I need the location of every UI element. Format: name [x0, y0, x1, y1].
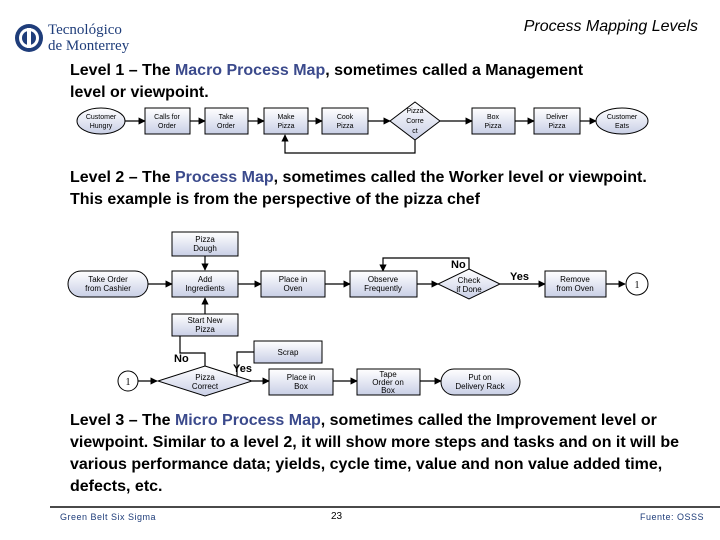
level1-highlight: Macro Process Map — [174, 62, 326, 79]
footer-left: Green Belt Six Sigma — [60, 512, 157, 522]
step-label: Pizza — [406, 108, 424, 115]
node-label: Add — [197, 275, 213, 284]
step-label: Customer — [85, 114, 117, 121]
step-calls-for-order — [145, 108, 190, 134]
node-label: Box — [294, 382, 308, 391]
page-title: Process Mapping Levels — [523, 18, 698, 35]
step-label: Hungry — [89, 123, 113, 130]
step-label: Cook — [336, 114, 354, 121]
level1-prefix: Level 1 – The — [70, 62, 175, 79]
step-label: Pizza — [548, 123, 566, 130]
connector-label: 1 — [634, 280, 640, 291]
node-label: Box — [381, 386, 395, 395]
node-label: Pizza — [195, 235, 215, 244]
node-label: Remove — [560, 275, 590, 284]
branch-label-yes: Yes — [510, 271, 529, 283]
step-cook-pizza — [322, 108, 368, 134]
level3-highlight: Micro Process Map — [174, 412, 321, 429]
step-label: Box — [486, 114, 500, 121]
level2-prefix: Level 2 – The — [70, 169, 175, 186]
step-customer-eats — [596, 108, 648, 134]
node-label: Pizza — [195, 373, 215, 382]
node-label: Place in — [286, 373, 316, 382]
node-label: Check — [457, 276, 481, 285]
node-label: from Cashier — [85, 284, 131, 293]
node-label: Oven — [283, 284, 303, 293]
step-label: Pizza — [277, 123, 295, 130]
level3-prefix: Level 3 – The — [70, 412, 175, 429]
step-label: Customer — [606, 114, 638, 121]
level3-suffix: , sometimes called the Improvement level or viewpoint. Similar to a level 2, it will show more steps and tasks and on it will be various performance data; yields, cycle time, value and non value added time, defects, etc. — [70, 412, 680, 495]
node-label: Take Order — [88, 275, 128, 284]
step-label: ct — [412, 128, 418, 135]
node-label: Frequently — [364, 284, 402, 293]
footer-source: Fuente: OSSS — [639, 512, 704, 522]
node-label: Put on — [468, 373, 492, 382]
node-label: from Oven — [556, 284, 594, 293]
step-deliver-pizza — [534, 108, 580, 134]
step-label: Order — [217, 123, 235, 130]
step-label: Take — [218, 114, 234, 121]
step-label: Calls for — [154, 114, 180, 121]
step-label: Eats — [614, 123, 630, 130]
branch-label-yes: Yes — [233, 363, 252, 375]
node-label: Correct — [191, 382, 219, 391]
node-label: Observe — [367, 275, 399, 284]
connector-label: 1 — [125, 377, 131, 388]
branch-label-no: No — [451, 259, 466, 271]
step-box-pizza — [472, 108, 515, 134]
step-take-order — [205, 108, 248, 134]
node-label: Start New — [187, 316, 223, 325]
node-label: Scrap — [277, 348, 299, 357]
node-label: Ingredients — [185, 284, 225, 293]
step-label: Corre — [406, 118, 424, 125]
step-label: Pizza — [484, 123, 502, 130]
logo-line-1: Tecnológico — [48, 22, 122, 38]
step-label: Order — [158, 123, 176, 130]
node-label: Order on — [372, 378, 404, 387]
branch-label-no: No — [174, 353, 189, 365]
level1-suffix: , sometimes called a Management level or viewpoint. — [70, 62, 584, 101]
node-label: Tape — [379, 370, 397, 379]
macro-process-map — [77, 102, 648, 153]
step-label: Pizza — [336, 123, 354, 130]
node-label: if Done — [456, 285, 482, 294]
logo-line-2: de Monterrey — [48, 38, 130, 54]
step-customer-hungry — [77, 108, 125, 134]
node-label: Pizza — [195, 325, 215, 334]
level2-highlight: Process Map — [174, 169, 274, 186]
node-label: Delivery Rack — [455, 382, 505, 391]
step-label: Deliver — [546, 114, 568, 121]
level2-suffix: , sometimes called the Worker level or viewpoint. This example is from the perspective of the pizza chef — [70, 169, 647, 208]
footer-divider — [50, 506, 720, 508]
step-label: Make — [277, 114, 295, 121]
page-number: 23 — [331, 511, 343, 522]
step-make-pizza — [264, 108, 308, 134]
worker-process-map — [68, 232, 648, 396]
node-label: Dough — [193, 244, 217, 253]
node-label: Place in — [278, 275, 308, 284]
